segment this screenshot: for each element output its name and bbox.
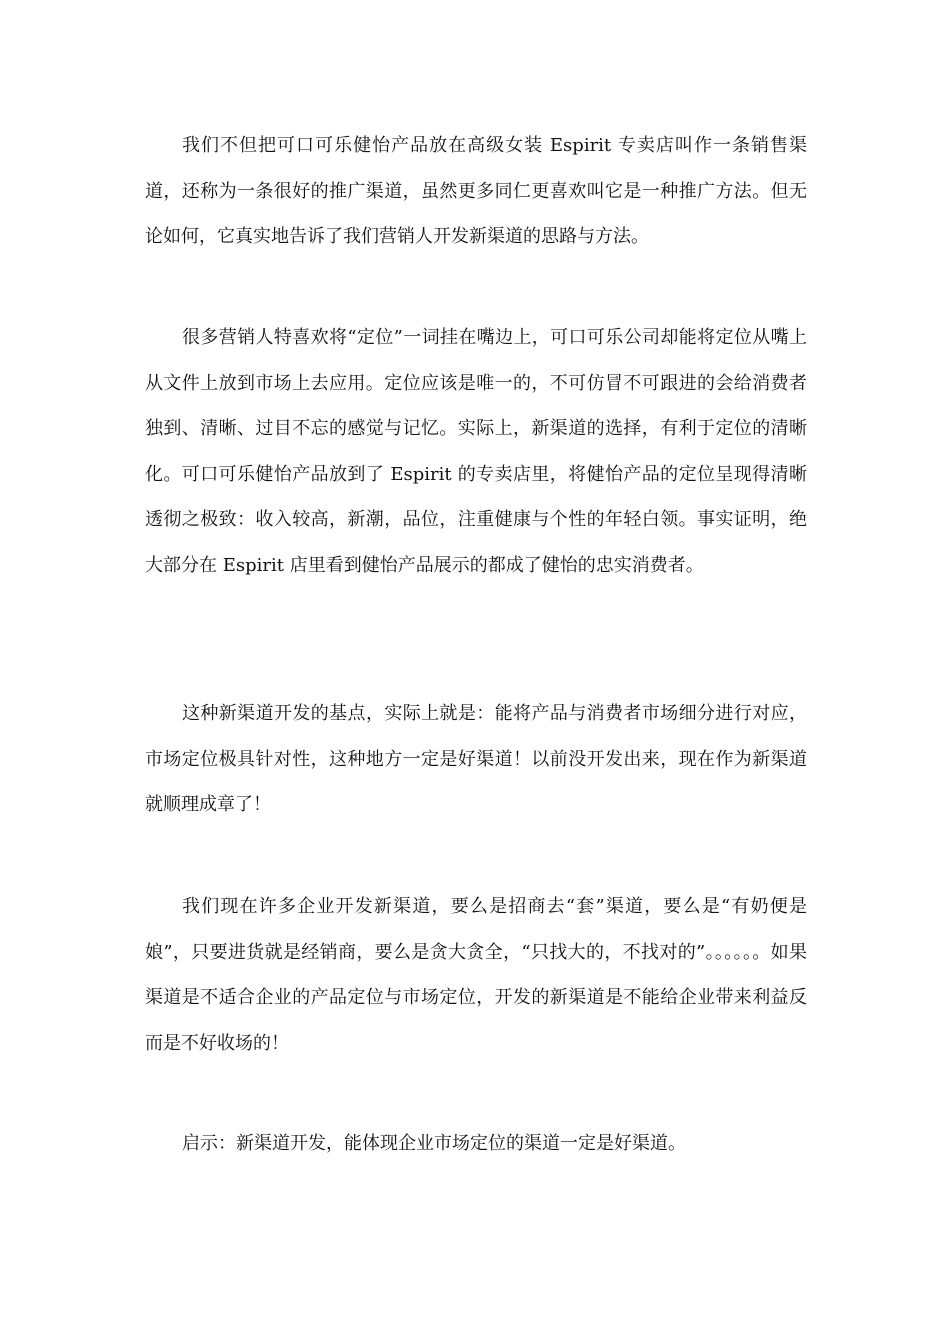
paragraph-positioning: 很多营销人特喜欢将“定位”一词挂在嘴边上，可口可乐公司却能将定位从嘴上从文件上放到市场上去应用。定位应该是唯一的，不可仿冒不可跟进的会给消费者独到、清晰、过目不忘的感觉与记忆。实际上，新渠道的选择，有利于定位的清晰化。可口可乐健怡产品放到了 Espirit 的专卖店里，将健怡产品的定位呈现得清晰透彻之极致：收入较高，新潮，品位，注重健康与个性的年轻白领。事实证明，绝大部分在 Espirit 店里看到健怡产品展示的都成了健怡的忠实消费者。 — [145, 327, 807, 576]
paragraph-espirit-channel: 我们不但把可口可乐健怡产品放在高级女装 Espirit 专卖店叫作一条销售渠道，还称为一条很好的推广渠道，虽然更多同仁更喜欢叫它是一种推广方法。但无论如何，它真实地告诉了我们营销人开发新渠道的思路与方法。 — [145, 135, 807, 248]
paragraph-channel-basis: 这种新渠道开发的基点，实际上就是：能将产品与消费者市场细分进行对应，市场定位极具针对性，这种地方一定是好渠道！以前没开发出来，现在作为新渠道就顺理成章了！ — [145, 703, 807, 816]
paragraph-takeaway: 启示：新渠道开发，能体现企业市场定位的渠道一定是好渠道。 — [182, 1133, 686, 1154]
paragraph-enterprise-practice: 我们现在许多企业开发新渠道，要么是招商去“套”渠道，要么是“有奶便是娘”，只要进货就是经销商，要么是贪大贪全，“只找大的，不找对的”。。。。。。如果渠道是不适合企业的产品定位与市场定位，开发的新渠道是不能给企业带来利益反而是不好收场的！ — [145, 896, 807, 1054]
